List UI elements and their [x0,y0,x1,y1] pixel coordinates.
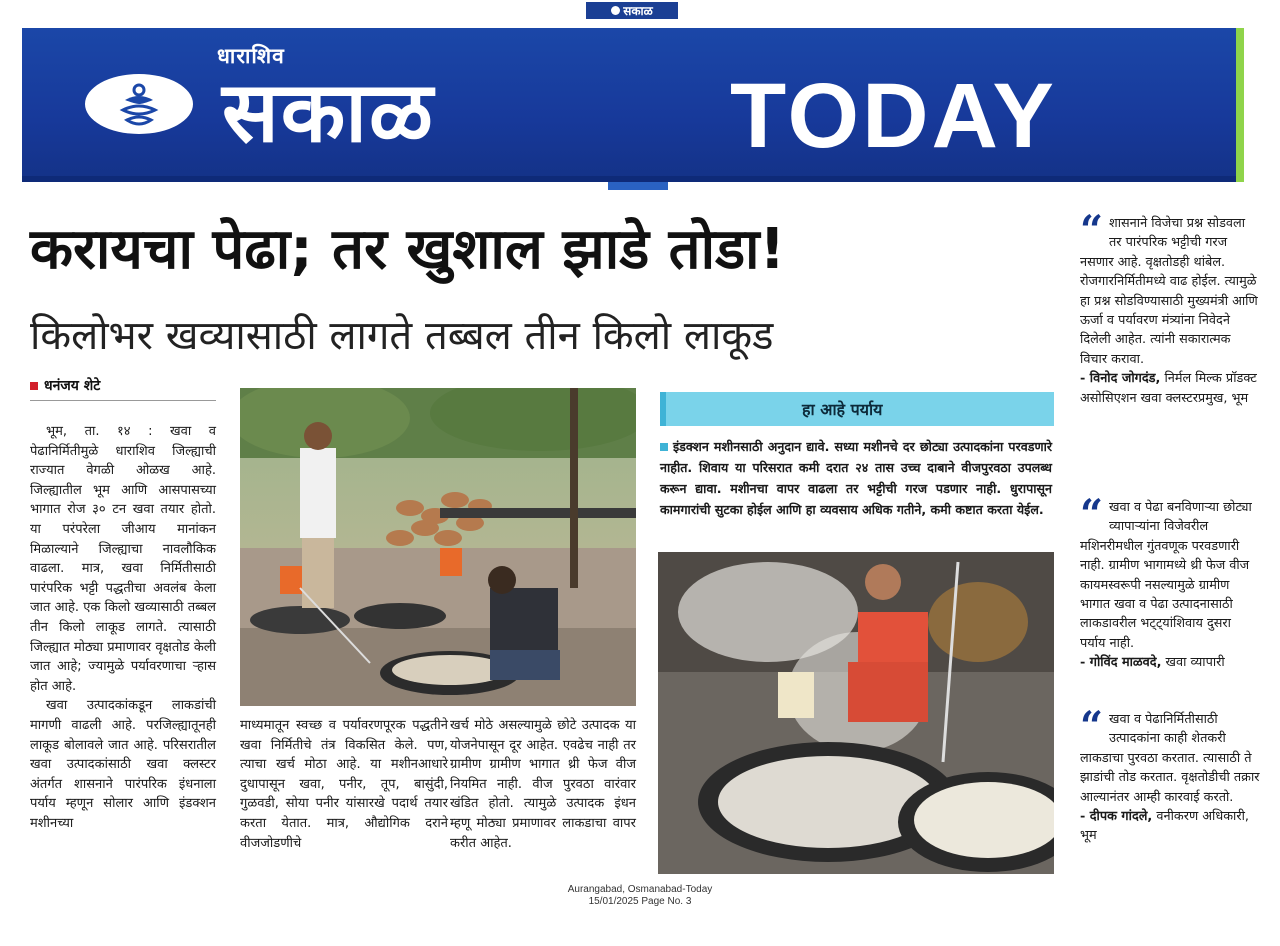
badge-label: सकाळ [623,4,653,18]
brand-marathi: सकाळ [222,62,435,161]
alternative-box-text: इंडक्शन मशीनसाठी अनुदान द्यावे. सध्या मशीनचे दर छोट्या उत्पादकांना परवडणारे नाहीत. शिवाय या परिसरात कमी दरात २४ तास उच्च दाबाने वीजपुरवठा उपलब्ध करून द्यावा. मशीनचा वापर वाढला तर भट्टीची गरज पडणार नाही. धुरापासून कामगारांची सुटका होईल आणि हा व्यवसाय अधिक गतीने, कमी कष्टात करता येईल. [660,439,1052,517]
headline: करायचा पेढा; तर खुशाल झाडे तोडा! [30,217,786,282]
quote-mark-icon: “ [1080,207,1104,254]
article-paragraph: भूम, ता. १४ : खवा व पेढानिर्मितीमुळे धाराशिव जिल्ह्याची राज्यात वेगळी ओळख आहे. जिल्ह्यातील भूम आणि आसपासच्या भागात रोज ३० टन खवा तयार होतो. या परंपरेला जीआय मानांकन मिळाल्याने जिल्ह्याचा नावलौकिक वाढला. मात्र, खवा निर्मितीसाठी पारंपरिक भट्टी पद्धतीचा अवलंब केला जात आहे. एक किलो खव्यासाठी तब्बल तीन किलो लाकूड लागते. त्यासाठी जिल्ह्यात मोठ्या प्रमाणावर वृक्षतोड केली जात आहे; ज्यामुळे पर्यावरणाचा ऱ्हास होत आहे. [30,424,216,694]
quote-text: खवा व पेढानिर्मितीसाठी उत्पादकांना काही शेतकरी लाकडाचा पुरवठा करतात. त्यासाठी ते झाडांची तोड करतात. वृक्षतोडीची तक्रार आल्यानंतर आम्ही कारवाई करतो. [1080,712,1260,805]
quote-author: - गोविंद माळवदे, [1080,655,1162,671]
quote-text: खवा व पेढा बनविणाऱ्या छोट्या व्यापाऱ्यांना विजेवरील मशिनरीमधील गुंतवणूक परवडणारी नाही. ग्रामीण भागामध्ये थ्री फेज वीज कायमस्वरूपी नसल्यामुळे ग्रामीण भागात खवा व पेढा उत्पादनासाठी लाकडावरील भट्ट्यांशिवाय दुसरा पर्याय नाही. [1080,500,1252,651]
sakal-logo-icon [85,74,193,134]
quote-role: वनीकरण अधिकारी, भूम [1080,809,1249,844]
byline [30,376,100,395]
footer-edition: Aurangabad, Osmanabad-Today [567,884,713,895]
article-paragraph: खवा उत्पादकांकडून लाकडांची मागणी वाढली आहे. परजिल्ह्यातूनही लाकूड बोलावले जात आहे. परिसरातील खवा उत्पादकांसाठी खवा क्लस्टर अंतर्गत शासनाने पारंपरिक इंधनाला पर्याय म्हणून सोलार आणि इंडक्शन मशीनच्या [30,698,216,831]
byline-marker-icon [30,382,38,390]
footer-date-page: 15/01/2025 Page No. 3 [588,896,692,907]
edition-name: धाराशिव [217,44,285,68]
article-column-1 [30,422,216,833]
quote-vinod-jogdand [1080,207,1260,408]
masthead-tab [608,182,668,190]
quote-mark-icon: “ [1080,491,1104,538]
photo-khawa-making-outdoor [240,388,636,706]
article-column-2 [240,716,448,853]
masthead-edge [1236,28,1244,182]
alternative-box-body [660,436,1052,520]
quote-author: - दीपक गांदले, [1080,809,1153,825]
quote-role: निर्मल मिल्क प्रॉडक्ट असोसिएशन खवा क्लस्टरप्रमुख, भूम [1080,371,1257,406]
photo-woman-stirring-khawa [658,552,1054,874]
quote-text: शासनाने विजेचा प्रश्न सोडवला तर पारंपरिक भट्टीची गरज नसणार आहे. वृक्षतोडही थांबेल. रोजगारनिर्मितीमध्ये वाढ होईल. त्यामुळे हा प्रश्न सोडविण्यासाठी मुख्यमंत्री आणि ऊर्जा व पर्यावरण मंत्र्यांना निवेदने दिलेली आहेत. त्यांनी सकारात्मक विचार करावा. [1080,216,1258,367]
quote-deepak-gandle [1080,703,1260,846]
article-paragraph: खर्च मोठे असल्यामुळे छोटे उत्पादक या योजनेपासून दूर आहेत. एवढेच नाही तर ग्रामीण ग्रामीण भागात थ्री फेज वीज नियमित नाही. वीज पुरवठा वारंवार खंडित होतो. त्यामुळे उत्पादक इंधन म्हणू मोठ्या प्रमाणावर लाकडाचा वापर करीत आहेत. [450,718,636,851]
byline-author: धनंजय शेटे [44,378,101,394]
quote-mark-icon: “ [1080,703,1104,750]
bullet-square-icon [660,443,668,451]
logo-dot-icon [611,6,620,15]
masthead [22,28,1244,182]
quote-govind-malvade [1080,491,1260,673]
alternative-box-title: हा आहे पर्याय [660,392,1054,426]
quote-author: - विनोद जोगदंड, [1080,371,1161,387]
publication-badge [586,2,678,19]
byline-divider [30,400,216,401]
brand-english: TODAY [730,65,1057,167]
article-column-3 [450,716,636,853]
article-paragraph: माध्यमातून स्वच्छ व पर्यावरणपूरक पद्धतीने खवा निर्मितीचे तंत्र विकसित केले. पण, त्याचा खर्च मोठा आहे. या मशीनआधारे दुधापासून खवा, पनीर, तूप, बासुंदी, गुळवडी, सोया पनीर यांसारखे पदार्थ तयार करता येतात. मात्र, औद्योगिक दराने वीजजोडणीचे [240,718,448,851]
quote-role: खवा व्यापारी [1165,655,1225,671]
subheadline: किलोभर खव्यासाठी लागते तब्बल तीन किलो लाकूड [30,313,774,359]
